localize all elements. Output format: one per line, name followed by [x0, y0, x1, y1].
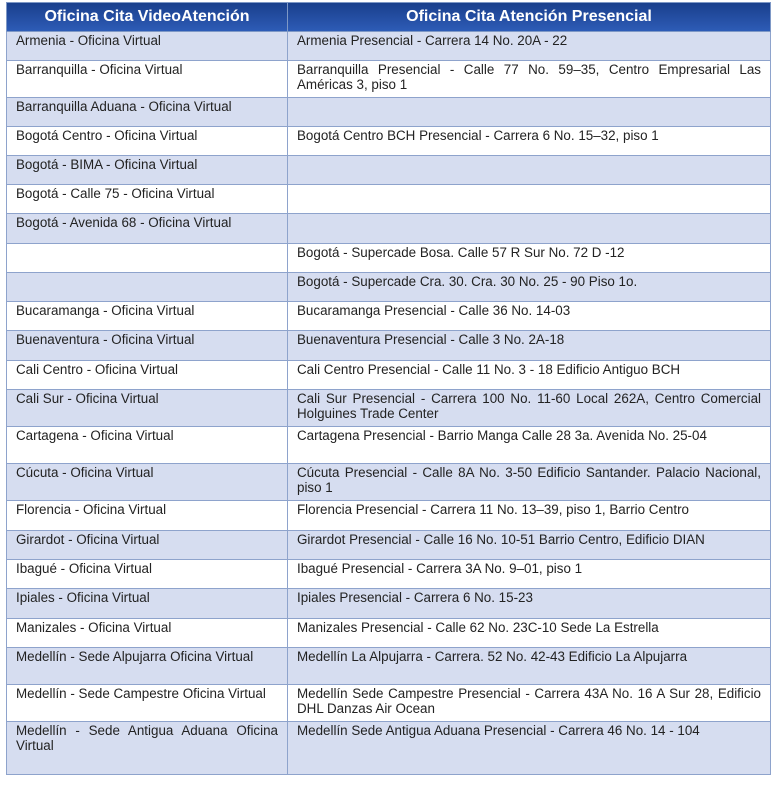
- virtual-office-cell: Medellín - Sede Alpujarra Oficina Virtual: [7, 648, 288, 685]
- table-row: [7, 390, 771, 427]
- virtual-office-cell: Medellín - Sede Antigua Aduana Oficina Virtual: [7, 722, 288, 775]
- table-row: [7, 722, 771, 775]
- virtual-office-cell: Cartagena - Oficina Virtual: [7, 427, 288, 464]
- presencial-office-cell: Cartagena Presencial - Barrio Manga Calle 28 3a. Avenida No. 25-04: [288, 427, 771, 464]
- presencial-office-cell: Cúcuta Presencial - Calle 8A No. 3-50 Edificio Santander. Palacio Nacional, piso 1: [288, 464, 771, 501]
- virtual-office-cell: Barranquilla - Oficina Virtual: [7, 61, 288, 98]
- table-row: [7, 464, 771, 501]
- table-row: [7, 185, 771, 214]
- table-row: [7, 685, 771, 722]
- table-header-row: [7, 3, 771, 32]
- table-row: [7, 589, 771, 619]
- table-row: [7, 648, 771, 685]
- virtual-office-cell: Florencia - Oficina Virtual: [7, 501, 288, 531]
- presencial-office-cell: Ibagué Presencial - Carrera 3A No. 9–01, piso 1: [288, 560, 771, 589]
- virtual-office-cell: Cúcuta - Oficina Virtual: [7, 464, 288, 501]
- presencial-office-cell: Bogotá - Supercade Bosa. Calle 57 R Sur No. 72 D -12: [288, 244, 771, 273]
- presencial-office-cell: Bucaramanga Presencial - Calle 36 No. 14-03: [288, 302, 771, 331]
- presencial-office-cell: Medellín Sede Antigua Aduana Presencial - Carrera 46 No. 14 - 104: [288, 722, 771, 775]
- virtual-office-cell: Medellín - Sede Campestre Oficina Virtual: [7, 685, 288, 722]
- table-row: [7, 127, 771, 156]
- virtual-office-cell: Cali Sur - Oficina Virtual: [7, 390, 288, 427]
- table-row: [7, 214, 771, 244]
- presencial-office-cell: [288, 185, 771, 214]
- virtual-office-cell: Bucaramanga - Oficina Virtual: [7, 302, 288, 331]
- table-row: [7, 61, 771, 98]
- virtual-office-cell: Bogotá - Avenida 68 - Oficina Virtual: [7, 214, 288, 244]
- virtual-office-cell: Armenia - Oficina Virtual: [7, 32, 288, 61]
- presencial-office-cell: [288, 214, 771, 244]
- table-row: [7, 302, 771, 331]
- virtual-office-cell: Ipiales - Oficina Virtual: [7, 589, 288, 619]
- offices-table-container: [6, 2, 770, 775]
- virtual-office-cell: Girardot - Oficina Virtual: [7, 531, 288, 560]
- table-row: [7, 560, 771, 589]
- presencial-office-cell: Medellín Sede Campestre Presencial - Carrera 43A No. 16 A Sur 28, Edificio DHL Danzas Air Ocean: [288, 685, 771, 722]
- presencial-office-cell: Barranquilla Presencial - Calle 77 No. 59–35, Centro Empresarial Las Américas 3, piso 1: [288, 61, 771, 98]
- table-row: [7, 331, 771, 361]
- table-row: [7, 98, 771, 127]
- table-row: [7, 501, 771, 531]
- presencial-office-cell: [288, 156, 771, 185]
- presencial-office-cell: Buenaventura Presencial - Calle 3 No. 2A-18: [288, 331, 771, 361]
- presencial-office-cell: Bogotá Centro BCH Presencial - Carrera 6 No. 15–32, piso 1: [288, 127, 771, 156]
- header-atencion-presencial: Oficina Cita Atención Presencial: [288, 3, 771, 32]
- virtual-office-cell: [7, 244, 288, 273]
- virtual-office-cell: Bogotá - BIMA - Oficina Virtual: [7, 156, 288, 185]
- presencial-office-cell: Girardot Presencial - Calle 16 No. 10-51 Barrio Centro, Edificio DIAN: [288, 531, 771, 560]
- presencial-office-cell: Florencia Presencial - Carrera 11 No. 13–39, piso 1, Barrio Centro: [288, 501, 771, 531]
- presencial-office-cell: [288, 98, 771, 127]
- virtual-office-cell: Bogotá - Calle 75 - Oficina Virtual: [7, 185, 288, 214]
- virtual-office-cell: Cali Centro - Oficina Virtual: [7, 361, 288, 390]
- table-row: [7, 244, 771, 273]
- table-row: [7, 619, 771, 648]
- table-row: [7, 427, 771, 464]
- table-row: [7, 156, 771, 185]
- table-row: [7, 531, 771, 560]
- presencial-office-cell: Armenia Presencial - Carrera 14 No. 20A - 22: [288, 32, 771, 61]
- virtual-office-cell: Bogotá Centro - Oficina Virtual: [7, 127, 288, 156]
- presencial-office-cell: Medellín La Alpujarra - Carrera. 52 No. 42-43 Edificio La Alpujarra: [288, 648, 771, 685]
- virtual-office-cell: Ibagué - Oficina Virtual: [7, 560, 288, 589]
- presencial-office-cell: Manizales Presencial - Calle 62 No. 23C-10 Sede La Estrella: [288, 619, 771, 648]
- virtual-office-cell: Buenaventura - Oficina Virtual: [7, 331, 288, 361]
- presencial-office-cell: Cali Sur Presencial - Carrera 100 No. 11-60 Local 262A, Centro Comercial Holguines Trade Center: [288, 390, 771, 427]
- virtual-office-cell: Barranquilla Aduana - Oficina Virtual: [7, 98, 288, 127]
- table-row: [7, 32, 771, 61]
- virtual-office-cell: Manizales - Oficina Virtual: [7, 619, 288, 648]
- table-row: [7, 361, 771, 390]
- table-row: [7, 273, 771, 302]
- presencial-office-cell: Bogotá - Supercade Cra. 30. Cra. 30 No. 25 - 90 Piso 1o.: [288, 273, 771, 302]
- table-body: [7, 32, 771, 775]
- presencial-office-cell: Cali Centro Presencial - Calle 11 No. 3 - 18 Edificio Antiguo BCH: [288, 361, 771, 390]
- presencial-office-cell: Ipiales Presencial - Carrera 6 No. 15-23: [288, 589, 771, 619]
- virtual-office-cell: [7, 273, 288, 302]
- offices-table: [6, 2, 771, 775]
- header-videoatencion: Oficina Cita VideoAtención: [7, 3, 288, 32]
